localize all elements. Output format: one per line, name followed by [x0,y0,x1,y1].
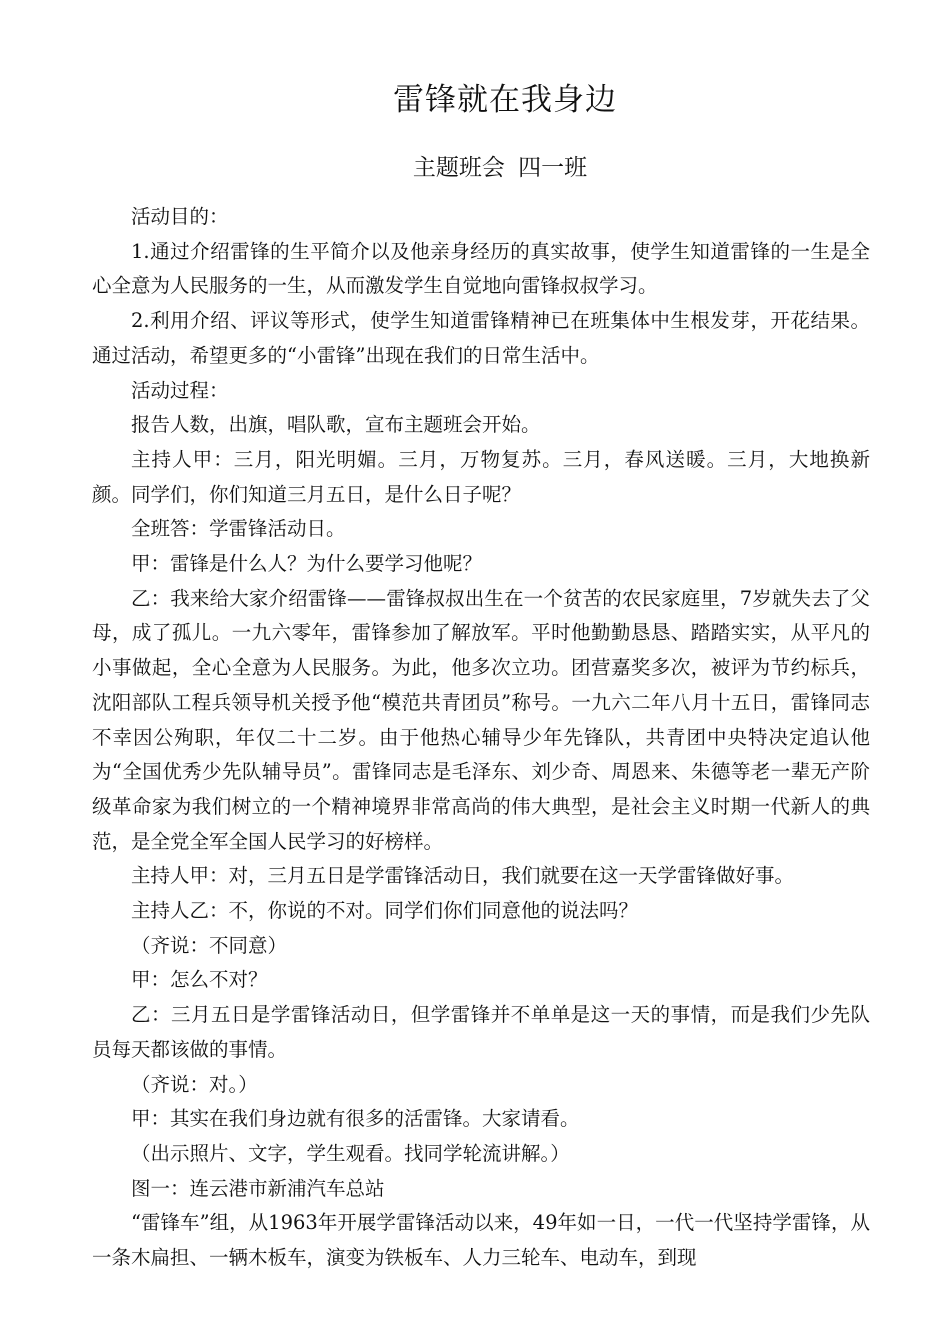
paragraph: 乙：我来给大家介绍雷锋——雷锋叔叔出生在一个贫苦的农民家庭里，7岁就失去了父母，成了孤儿。一九六零年，雷锋参加了解放军。平时他勤勤恳恳、踏踏实实，从平凡的小事做起，全心全意为人民服务。为此，他多次立功。团营嘉奖多次，被评为节约标兵，沈阳部队工程兵领导机关授予他“模范共青团员”称号。一九六二年八月十五日，雷锋同志不幸因公殉职，年仅二十二岁。由于他热心辅导少年先锋队，共青团中央特决定追认他为“全国优秀少先队辅导员”。雷锋同志是毛泽东、刘少奇、周恩来、朱德等老一辈无产阶级革命家为我们树立的一个精神境界非常高尚的伟大典型，是社会主义时期一代新人的典范，是全党全军全国人民学习的好榜样。 [92,586,870,853]
figure-caption: 图一：连云港市新浦汽车总站 [131,1176,385,1200]
paragraph: 甲：雷锋是什么人？为什么要学习他呢？ [131,552,483,576]
section-heading-purpose: 活动目的： [131,205,229,228]
document-body [92,200,870,1276]
paragraph: “雷锋车”组，从1963年开展学雷锋活动以来，49年如一日，一代一代坚持学雷锋，从一条木扁担、一辆木板车，演变为铁板车、人力三轮车、电动车，到现 [92,1211,870,1270]
paragraph: 主持人甲：三月，阳光明媚。三月，万物复苏。三月，春风送暖。三月，大地换新颜。同学们，你们知道三月五日，是什么日子呢？ [92,447,870,506]
paragraph: 报告人数，出旗，唱队歌，宣布主题班会开始。 [131,413,541,437]
paragraph: 甲：怎么不对？ [131,968,268,992]
paragraph: 乙：三月五日是学雷锋活动日，但学雷锋并不单单是这一天的事情，而是我们少先队员每天都该做的事情。 [92,1003,870,1061]
paragraph: 全班答：学雷锋活动日。 [131,517,346,541]
paragraph: （齐说：不同意） [131,933,288,957]
paragraph: 2.利用介绍、评议等形式，使学生知道雷锋精神已在班集体中生根发芽，开花结果。通过活动，希望更多的“小雷锋”出现在我们的日常生活中。 [92,309,870,367]
paragraph: （齐说：对。） [131,1072,258,1096]
paragraph: （出示照片、文字，学生观看。找同学轮流讲解。） [131,1141,570,1165]
paragraph: 主持人甲：对，三月五日是学雷锋活动日，我们就要在这一天学雷锋做好事。 [131,864,795,888]
document-title: 雷锋就在我身边 [393,82,617,118]
paragraph: 甲：其实在我们身边就有很多的活雷锋。大家请看。 [131,1107,580,1131]
paragraph: 1.通过介绍雷锋的生平简介以及他亲身经历的真实故事，使学生知道雷锋的一生是全心全意为人民服务的一生，从而激发学生自觉地向雷锋叔叔学习。 [92,239,870,298]
paragraph: 主持人乙：不，你说的不对。同学们你们同意他的说法吗？ [131,899,639,923]
section-heading-process: 活动过程： [131,378,229,402]
document-subtitle: 主题班会 四一班 [412,155,588,181]
